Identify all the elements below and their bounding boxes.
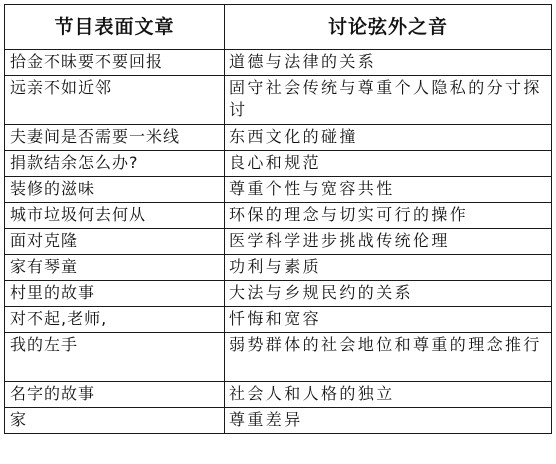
program-cell: 装修的滋味: [5, 177, 225, 203]
table-row: [5, 76, 552, 125]
program-cell: 我的左手: [5, 333, 225, 382]
table-row: [5, 255, 552, 281]
discussion-cell: 固守社会传统与尊重个人隐私的分寸探讨: [225, 76, 552, 125]
discussion-cell: 医学科学进步挑战传统伦理: [225, 229, 552, 255]
table-row: [5, 281, 552, 307]
table-row: [5, 50, 552, 76]
table-row: [5, 382, 552, 408]
discussion-cell: 社会人和人格的独立: [225, 382, 552, 408]
discussion-cell: 东西文化的碰撞: [225, 125, 552, 151]
discussion-cell: 弱势群体的社会地位和尊重的理念推行: [225, 333, 552, 382]
program-topics-table: [4, 4, 552, 434]
table-row: [5, 177, 552, 203]
table-row: [5, 203, 552, 229]
table-row: [5, 307, 552, 333]
program-cell: 家: [5, 408, 225, 434]
discussion-cell: 尊重个性与宽容共性: [225, 177, 552, 203]
program-cell: 家有琴童: [5, 255, 225, 281]
program-cell: 捐款结余怎么办?: [5, 151, 225, 177]
column-header-program: 节目表面文章: [5, 5, 225, 50]
program-cell: 村里的故事: [5, 281, 225, 307]
table-row: [5, 229, 552, 255]
discussion-cell: 功利与素质: [225, 255, 552, 281]
table-row: [5, 333, 552, 382]
program-cell: 名字的故事: [5, 382, 225, 408]
discussion-cell: 环保的理念与切实可行的操作: [225, 203, 552, 229]
discussion-cell: 大法与乡规民约的关系: [225, 281, 552, 307]
discussion-cell: 忏悔和宽容: [225, 307, 552, 333]
program-cell: 远亲不如近邻: [5, 76, 225, 125]
column-header-discussion: 讨论弦外之音: [225, 5, 552, 50]
table-header-row: [5, 5, 552, 50]
discussion-cell: 道德与法律的关系: [225, 50, 552, 76]
discussion-cell: 良心和规范: [225, 151, 552, 177]
discussion-cell: 尊重差异: [225, 408, 552, 434]
program-cell: 面对克隆: [5, 229, 225, 255]
program-cell: 城市垃圾何去何从: [5, 203, 225, 229]
program-cell: 拾金不昧要不要回报: [5, 50, 225, 76]
table-row: [5, 151, 552, 177]
table-row: [5, 125, 552, 151]
table-row: [5, 408, 552, 434]
program-cell: 对不起,老师,: [5, 307, 225, 333]
program-cell: 夫妻间是否需要一米线: [5, 125, 225, 151]
